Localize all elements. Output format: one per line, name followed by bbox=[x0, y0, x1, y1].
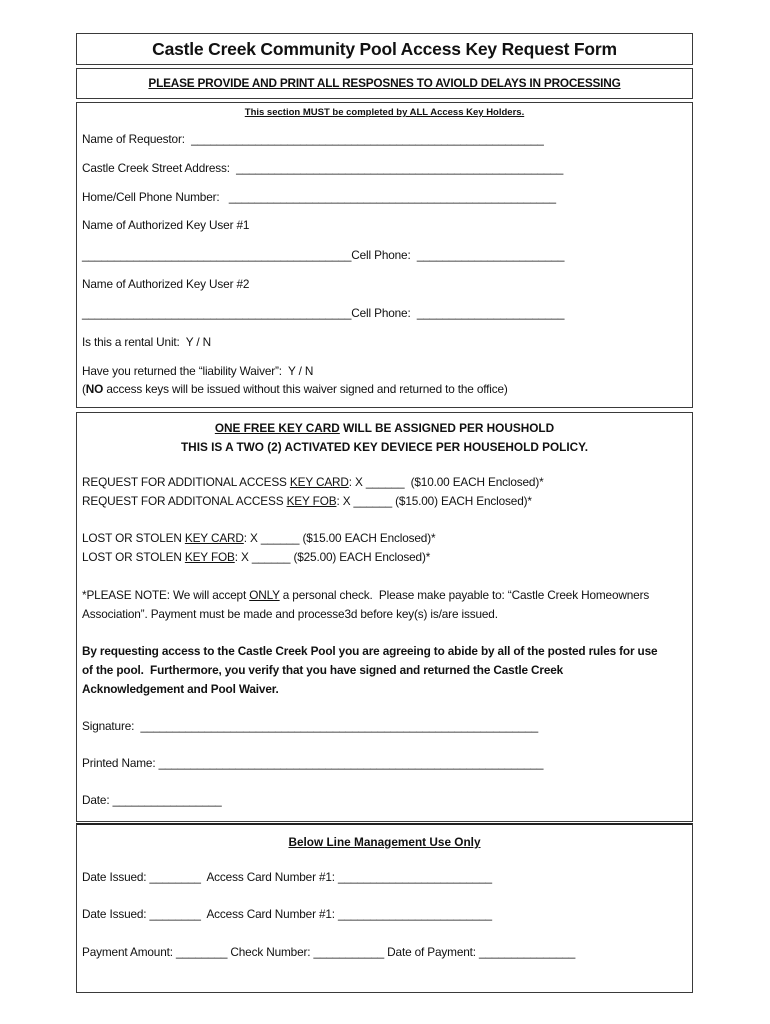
printed-name-field[interactable]: Printed Name: ____________________________________________________________ bbox=[82, 756, 544, 770]
agreement-line-3: Acknowledgement and Pool Waiver. bbox=[82, 682, 279, 696]
section1-header: This section MUST be completed by ALL Access Key Holders. bbox=[244, 107, 525, 118]
requestor-name-field[interactable]: Name of Requestor: _______________________________________________________ bbox=[82, 132, 544, 146]
rental-unit-question[interactable]: Is this a rental Unit: Y / N bbox=[82, 335, 211, 349]
agreement-line-2: of the pool. Furthermore, you verify that you have signed and returned the Castle Creek bbox=[82, 663, 564, 677]
requestor-section bbox=[76, 102, 693, 408]
issued-row-2[interactable]: Date Issued: ________ Access Card Number #1: ________________________ bbox=[82, 907, 492, 921]
key-user-1-label: Name of Authorized Key User #1 bbox=[82, 218, 250, 232]
title-box bbox=[76, 33, 693, 65]
payment-row[interactable]: Payment Amount: ________ Check Number: ___________ Date of Payment: _______________ bbox=[82, 945, 576, 959]
request-key-card-line[interactable]: REQUEST FOR ADDITIONAL ACCESS KEY CARD: X ______ ($10.00 EACH Enclosed)* bbox=[82, 475, 544, 489]
key-user-1-field[interactable]: __________________________________________Cell Phone: _______________________ bbox=[82, 248, 565, 262]
form-instructions: PLEASE PROVIDE AND PRINT ALL RESPOSNES TO AVIOLD DELAYS IN PROCESSING bbox=[148, 76, 621, 90]
request-key-fob-line[interactable]: REQUEST FOR ADDITONAL ACCESS KEY FOB: X ______ ($15.00) EACH Enclosed)* bbox=[82, 494, 532, 508]
agreement-line-1: By requesting access to the Castle Creek Pool you are agreeing to abide by all of the posted rules for use bbox=[82, 644, 658, 658]
lost-key-card-line[interactable]: LOST OR STOLEN KEY CARD: X ______ ($15.00 EACH Enclosed)* bbox=[82, 531, 436, 545]
key-user-2-field[interactable]: __________________________________________Cell Phone: _______________________ bbox=[82, 306, 565, 320]
key-user-2-label: Name of Authorized Key User #2 bbox=[82, 277, 250, 291]
management-header: Below Line Management Use Only bbox=[288, 835, 481, 849]
waiver-note: (NO access keys will be issued without this waiver signed and returned to the office) bbox=[82, 382, 508, 396]
policy-heading: THIS IS A TWO (2) ACTIVATED KEY DEVIECE PER HOUSEHOLD POLICY. bbox=[180, 440, 589, 454]
signature-field[interactable]: Signature: ______________________________________________________________ bbox=[82, 719, 539, 733]
management-section bbox=[76, 823, 693, 993]
payment-note-line-1: *PLEASE NOTE: We will accept ONLY a personal check. Please make payable to: “Castle Creek Homeowners bbox=[82, 588, 650, 602]
issued-row-1[interactable]: Date Issued: ________ Access Card Number #1: ________________________ bbox=[82, 870, 492, 884]
street-address-field[interactable]: Castle Creek Street Address: ___________________________________________________ bbox=[82, 161, 564, 175]
date-field[interactable]: Date: _________________ bbox=[82, 793, 222, 807]
key-request-section bbox=[76, 412, 693, 822]
waiver-question[interactable]: Have you returned the “liability Waiver”: Y / N bbox=[82, 364, 314, 378]
phone-number-field[interactable]: Home/Cell Phone Number: ___________________________________________________ bbox=[82, 190, 556, 204]
form-title: Castle Creek Community Pool Access Key Request Form bbox=[152, 39, 617, 59]
subtitle-box bbox=[76, 68, 693, 99]
lost-key-fob-line[interactable]: LOST OR STOLEN KEY FOB: X ______ ($25.00) EACH Enclosed)* bbox=[82, 550, 431, 564]
free-key-heading: ONE FREE KEY CARD WILL BE ASSIGNED PER HOUSHOLD bbox=[214, 421, 555, 435]
payment-note-line-2: Association”. Payment must be made and processe3d before key(s) is/are issued. bbox=[82, 607, 498, 621]
